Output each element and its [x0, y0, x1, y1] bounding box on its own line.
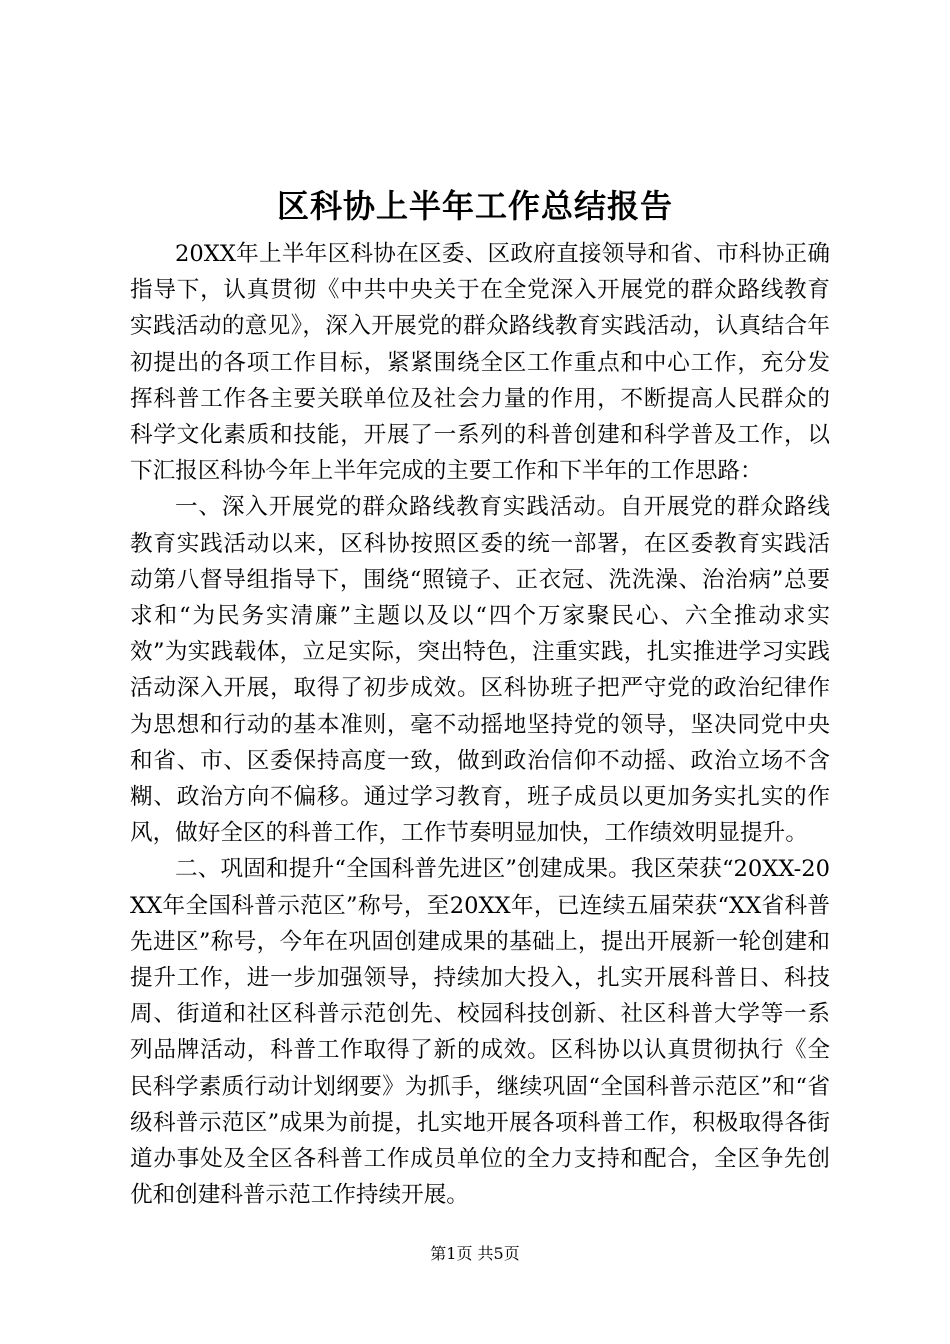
document-title: 区科协上半年工作总结报告 — [276, 187, 673, 225]
paragraph-intro: 20XX年上半年区科协在区委、区政府直接领导和省、市科协正确指导下，认真贯彻《中共中央关于在全党深入开展党的群众路线教育实践活动的意见》，深入开展党的群众路线教育实践活动，认真结合年初提出的各项工作目标，紧紧围绕全区工作重点和中心工作，充分发挥科普工作各主要关联单位及社会力量的作用，不断提高人民群众的科学文化素质和技能，开展了一系列的科普创建和科学普及工作，以下汇报区科协今年上半年完成的主要工作和下半年的工作思路： — [130, 241, 830, 485]
document-body — [130, 236, 830, 1213]
paragraph-section-1: 一、深入开展党的群众路线教育实践活动。自开展党的群众路线教育实践活动以来，区科协按照区委的统一部署，在区委教育实践活动第八督导组指导下，围绕“照镜子、正衣冠、洗洗澡、治治病”总要求和“为民务实清廉”主题以及以“四个万家聚民心、六全推动求实效”为实践载体，立足实际，突出特色，注重实践，扎实推进学习实践活动深入开展，取得了初步成效。区科协班子把严守党的政治纪律作为思想和行动的基本准则，毫不动摇地坚持党的领导，坚决同党中央和省、市、区委保持高度一致，做到政治信仰不动摇、政治立场不含糊、政治方向不偏移。通过学习教育，班子成员以更加务实扎实的作风，做好全区的科普工作，工作节奏明显加快，工作绩效明显提升。 — [130, 494, 830, 847]
paragraph-section-2: 二、巩固和提升“全国科普先进区”创建成果。我区荣获“20XX-20XX年全国科普示范区”称号，至20XX年，已连续五届荣获“XX省科普先进区”称号，今年在巩固创建成果的基础上，提出开展新一轮创建和提升工作，进一步加强领导，持续加大投入，扎实开展科普日、科技周、街道和社区科普示范创先、校园科技创新、社区科普大学等一系列品牌活动，科普工作取得了新的成效。区科协以认真贯彻执行《全民科学素质行动计划纲要》为抓手，继续巩固“全国科普示范区”和“省级科普示范区”成果为前提，扎实地开展各项科普工作，积极取得各街道办事处及全区各科普工作成员单位的全力支持和配合，全区争先创优和创建科普示范工作持续开展。 — [130, 856, 830, 1209]
page-footer: 第1页 共5页 — [430, 1244, 520, 1263]
